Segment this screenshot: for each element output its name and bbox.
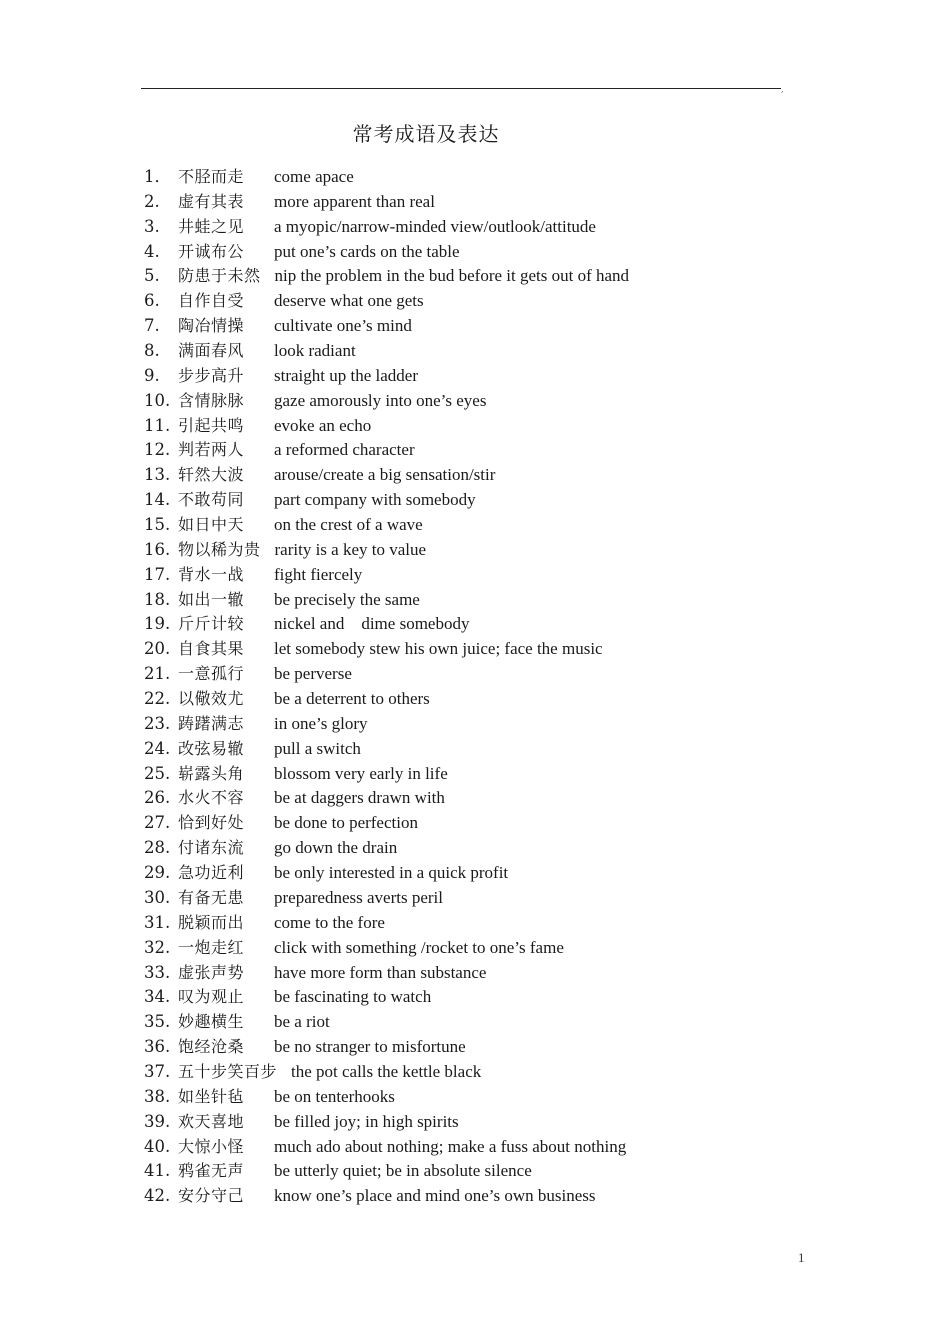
chinese-idiom: 一炮走红 bbox=[178, 937, 245, 957]
english-expression: arouse/create a big sensation/stir bbox=[274, 465, 496, 485]
english-expression: be precisely the same bbox=[274, 589, 420, 609]
list-item bbox=[144, 637, 629, 662]
list-item bbox=[144, 463, 629, 488]
list-item bbox=[144, 488, 629, 513]
list-item bbox=[144, 314, 629, 339]
entry-number: 21. bbox=[144, 664, 171, 684]
chinese-idiom: 自作自受 bbox=[178, 291, 245, 311]
entry-number: 4. bbox=[144, 241, 160, 261]
list-item bbox=[144, 936, 629, 961]
english-expression: straight up the ladder bbox=[274, 365, 418, 385]
list-item bbox=[144, 1159, 629, 1184]
english-expression: go down the drain bbox=[274, 838, 398, 858]
english-expression: on the crest of a wave bbox=[274, 515, 423, 535]
chinese-idiom: 改弦易辙 bbox=[178, 738, 245, 758]
chinese-idiom: 踌躇满志 bbox=[178, 713, 245, 733]
list-item bbox=[144, 1184, 629, 1209]
entry-number: 12. bbox=[144, 440, 171, 460]
chinese-idiom: 如出一辙 bbox=[178, 589, 245, 609]
chinese-idiom: 大惊小怪 bbox=[178, 1136, 245, 1156]
chinese-idiom: 叹为观止 bbox=[178, 987, 245, 1007]
chinese-idiom: 付诸东流 bbox=[178, 838, 245, 858]
chinese-idiom: 斤斤计较 bbox=[178, 614, 245, 634]
chinese-idiom: 自食其果 bbox=[178, 639, 245, 659]
entry-number: 13. bbox=[144, 465, 171, 485]
english-expression: be a deterrent to others bbox=[274, 689, 430, 709]
chinese-idiom: 五十步笑百步 bbox=[178, 1061, 278, 1081]
english-expression: pull a switch bbox=[274, 738, 361, 758]
page-title: 常考成语及表达 bbox=[352, 122, 500, 146]
english-expression: fight fiercely bbox=[274, 564, 363, 584]
entry-number: 39. bbox=[144, 1111, 171, 1131]
entry-number: 18. bbox=[144, 589, 171, 609]
entry-number: 36. bbox=[144, 1037, 171, 1057]
english-expression: more apparent than real bbox=[274, 191, 435, 211]
list-item bbox=[144, 588, 629, 613]
chinese-idiom: 物以稀为贵 bbox=[178, 539, 261, 559]
english-expression: deserve what one gets bbox=[274, 291, 424, 311]
english-expression: come apace bbox=[274, 167, 354, 186]
page-number: 1 bbox=[798, 1250, 805, 1265]
entry-number: 32. bbox=[144, 937, 171, 957]
chinese-idiom: 开诚布公 bbox=[178, 241, 245, 261]
entry-number: 27. bbox=[144, 813, 171, 833]
list-item bbox=[144, 662, 629, 687]
list-item bbox=[144, 861, 629, 886]
list-item bbox=[144, 563, 629, 588]
chinese-idiom: 以儆效尤 bbox=[178, 689, 245, 709]
list-item bbox=[144, 414, 629, 439]
entry-number: 38. bbox=[144, 1086, 171, 1106]
chinese-idiom: 崭露头角 bbox=[178, 763, 245, 783]
english-expression: be fascinating to watch bbox=[274, 987, 432, 1007]
list-item bbox=[144, 687, 629, 712]
chinese-idiom: 鸦雀无声 bbox=[178, 1161, 245, 1181]
entry-number: 20. bbox=[144, 639, 171, 659]
entry-number: 3. bbox=[144, 216, 160, 236]
entry-number: 41. bbox=[144, 1161, 171, 1181]
entry-number: 22. bbox=[144, 689, 171, 709]
english-expression: much ado about nothing; make a fuss about nothing bbox=[274, 1136, 627, 1156]
entry-number: 28. bbox=[144, 838, 171, 858]
chinese-idiom: 虚张声势 bbox=[178, 962, 245, 982]
chinese-idiom: 安分守己 bbox=[178, 1186, 245, 1206]
entry-number: 23. bbox=[144, 713, 171, 733]
entry-number: 40. bbox=[144, 1136, 171, 1156]
entry-number: 30. bbox=[144, 887, 171, 907]
entry-number: 15. bbox=[144, 515, 171, 535]
chinese-idiom: 虚有其表 bbox=[178, 191, 245, 211]
english-expression: in one’s glory bbox=[274, 713, 368, 733]
entry-number: 19. bbox=[144, 614, 171, 634]
list-item bbox=[144, 240, 629, 265]
english-expression: blossom very early in life bbox=[274, 763, 448, 783]
chinese-idiom: 脱颖而出 bbox=[178, 912, 245, 932]
english-expression: let somebody stew his own juice; face the music bbox=[274, 639, 603, 659]
chinese-idiom: 如坐针毡 bbox=[178, 1086, 245, 1106]
list-item bbox=[144, 1110, 629, 1135]
list-item bbox=[144, 985, 629, 1010]
header-rule bbox=[141, 88, 781, 89]
list-item bbox=[144, 1060, 629, 1085]
list-item bbox=[144, 737, 629, 762]
entry-number: 37. bbox=[144, 1061, 171, 1081]
english-expression: gaze amorously into one’s eyes bbox=[274, 390, 487, 410]
entry-number: 2. bbox=[144, 191, 160, 211]
english-expression: part company with somebody bbox=[274, 490, 476, 510]
chinese-idiom: 防患于未然 bbox=[178, 266, 261, 286]
list-item bbox=[144, 886, 629, 911]
entry-number: 25. bbox=[144, 763, 171, 783]
list-item bbox=[144, 513, 629, 538]
list-item bbox=[144, 911, 629, 936]
english-expression: click with something /rocket to one’s fame bbox=[274, 937, 564, 957]
chinese-idiom: 井蛙之见 bbox=[178, 216, 245, 236]
list-item bbox=[144, 339, 629, 364]
entry-number: 7. bbox=[144, 316, 160, 336]
english-expression: look radiant bbox=[274, 341, 356, 361]
list-item bbox=[144, 1010, 629, 1035]
list-item bbox=[144, 438, 629, 463]
entry-number: 26. bbox=[144, 788, 171, 808]
list-item bbox=[144, 786, 629, 811]
chinese-idiom: 急功近利 bbox=[178, 863, 245, 883]
chinese-idiom: 欢天喜地 bbox=[178, 1111, 245, 1131]
entry-number: 42. bbox=[144, 1186, 171, 1206]
chinese-idiom: 满面春风 bbox=[178, 341, 245, 361]
english-expression: be filled joy; in high spirits bbox=[274, 1111, 459, 1131]
chinese-idiom: 妙趣横生 bbox=[178, 1012, 245, 1032]
chinese-idiom: 饱经沧桑 bbox=[178, 1037, 245, 1057]
chinese-idiom: 有备无患 bbox=[178, 887, 245, 907]
entry-number: 8. bbox=[144, 341, 160, 361]
english-expression: be no stranger to misfortune bbox=[274, 1037, 466, 1057]
list-item bbox=[144, 836, 629, 861]
entry-number: 35. bbox=[144, 1012, 171, 1032]
english-expression: a reformed character bbox=[274, 440, 415, 460]
english-expression: be at daggers drawn with bbox=[274, 788, 445, 808]
entry-number: 31. bbox=[144, 912, 171, 932]
english-expression: nip the problem in the bud before it gets out of hand bbox=[274, 266, 630, 286]
header-tick: , bbox=[781, 85, 784, 94]
entry-number: 17. bbox=[144, 564, 171, 584]
entry-number: 5. bbox=[144, 266, 160, 286]
english-expression: a myopic/narrow-minded view/outlook/attitude bbox=[274, 216, 596, 236]
list-item bbox=[144, 289, 629, 314]
chinese-idiom: 不胫而走 bbox=[178, 167, 245, 186]
list-item bbox=[144, 1035, 629, 1060]
chinese-idiom: 一意孤行 bbox=[178, 664, 245, 684]
entry-number: 10. bbox=[144, 390, 171, 410]
entry-number: 14. bbox=[144, 490, 171, 510]
english-expression: be only interested in a quick profit bbox=[274, 863, 509, 883]
list-item bbox=[144, 612, 629, 637]
list-item bbox=[144, 264, 629, 289]
english-expression: put one’s cards on the table bbox=[274, 241, 460, 261]
entry-number: 34. bbox=[144, 987, 171, 1007]
chinese-idiom: 如日中天 bbox=[178, 515, 245, 535]
chinese-idiom: 背水一战 bbox=[178, 564, 245, 584]
entry-number: 9. bbox=[144, 365, 160, 385]
list-item bbox=[144, 215, 629, 240]
entry-number: 33. bbox=[144, 962, 171, 982]
chinese-idiom: 判若两人 bbox=[178, 440, 245, 460]
english-expression: be on tenterhooks bbox=[274, 1086, 395, 1106]
list-item bbox=[144, 1135, 629, 1160]
english-expression: nickel and dime somebody bbox=[274, 614, 470, 634]
english-expression: have more form than substance bbox=[274, 962, 487, 982]
list-item bbox=[144, 811, 629, 836]
entry-number: 16. bbox=[144, 539, 171, 559]
english-expression: be done to perfection bbox=[274, 813, 418, 833]
idiom-list bbox=[144, 165, 629, 1209]
list-item bbox=[144, 165, 629, 190]
entry-number: 11. bbox=[144, 415, 171, 435]
english-expression: be utterly quiet; be in absolute silence bbox=[274, 1161, 532, 1181]
chinese-idiom: 不敢苟同 bbox=[178, 490, 245, 510]
english-expression: the pot calls the kettle black bbox=[291, 1061, 482, 1081]
english-expression: be a riot bbox=[274, 1012, 330, 1032]
chinese-idiom: 恰到好处 bbox=[178, 813, 245, 833]
list-item bbox=[144, 762, 629, 787]
list-item bbox=[144, 364, 629, 389]
english-expression: rarity is a key to value bbox=[274, 539, 427, 559]
english-expression: be perverse bbox=[274, 664, 352, 684]
entry-number: 6. bbox=[144, 291, 160, 311]
entry-number: 1． bbox=[144, 167, 171, 186]
entry-number: 29. bbox=[144, 863, 171, 883]
list-item bbox=[144, 961, 629, 986]
chinese-idiom: 引起共鸣 bbox=[178, 415, 245, 435]
chinese-idiom: 步步高升 bbox=[178, 365, 245, 385]
english-expression: come to the fore bbox=[274, 912, 385, 932]
list-item bbox=[144, 190, 629, 215]
english-expression: know one’s place and mind one’s own business bbox=[274, 1186, 596, 1206]
chinese-idiom: 含情脉脉 bbox=[178, 390, 245, 410]
chinese-idiom: 轩然大波 bbox=[178, 465, 245, 485]
english-expression: preparedness averts peril bbox=[274, 887, 443, 907]
list-item bbox=[144, 538, 629, 563]
list-item bbox=[144, 1085, 629, 1110]
list-item bbox=[144, 712, 629, 737]
entry-number: 24. bbox=[144, 738, 171, 758]
list-item bbox=[144, 389, 629, 414]
english-expression: evoke an echo bbox=[274, 415, 372, 435]
english-expression: cultivate one’s mind bbox=[274, 316, 412, 336]
chinese-idiom: 陶冶情操 bbox=[178, 316, 245, 336]
chinese-idiom: 水火不容 bbox=[178, 788, 245, 808]
